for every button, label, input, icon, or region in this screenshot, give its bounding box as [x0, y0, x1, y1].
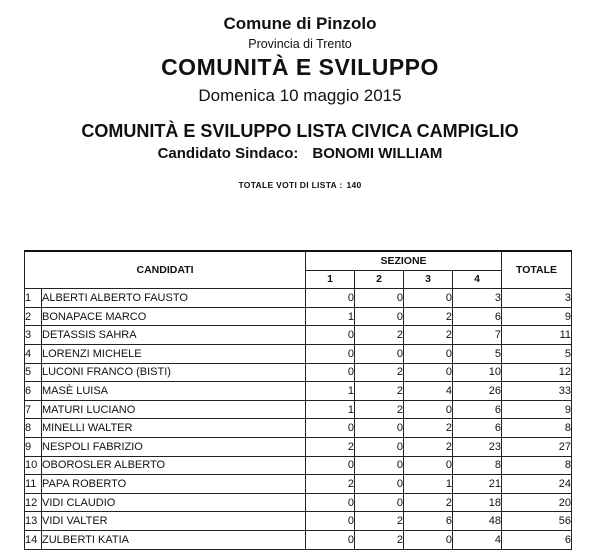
sezione-4-votes: 7 — [453, 326, 502, 345]
sezione-4-votes: 18 — [453, 493, 502, 512]
sezione-2-header: 2 — [355, 270, 404, 289]
sezione-2-votes: 2 — [355, 512, 404, 531]
sezione-2-votes: 0 — [355, 307, 404, 326]
total-votes: 9 — [502, 400, 572, 419]
sezione-2-votes: 0 — [355, 344, 404, 363]
sezione-4-votes: 10 — [453, 363, 502, 382]
sezione-4-votes: 6 — [453, 419, 502, 438]
sezione-3-votes: 2 — [404, 437, 453, 456]
table-row — [25, 289, 572, 308]
table-row — [25, 530, 572, 549]
total-votes: 33 — [502, 382, 572, 401]
sezione-1-header: 1 — [306, 270, 355, 289]
sezione-1-votes: 0 — [306, 363, 355, 382]
sezione-4-votes: 5 — [453, 344, 502, 363]
sezione-4-votes: 21 — [453, 475, 502, 494]
sezione-4-votes: 23 — [453, 437, 502, 456]
total-votes: 20 — [502, 493, 572, 512]
sezione-3-votes: 0 — [404, 456, 453, 475]
sezione-3-votes: 2 — [404, 419, 453, 438]
sezione-1-votes: 1 — [306, 307, 355, 326]
row-number: 13 — [25, 512, 42, 531]
sezione-3-header: 3 — [404, 270, 453, 289]
totale-voti-value: 140 — [346, 180, 362, 190]
table-row — [25, 437, 572, 456]
total-votes: 27 — [502, 437, 572, 456]
sezione-3-votes: 6 — [404, 512, 453, 531]
candidate-name: VIDI CLAUDIO — [42, 493, 306, 512]
sezione-3-votes: 2 — [404, 307, 453, 326]
total-votes: 8 — [502, 419, 572, 438]
candidate-name: ALBERTI ALBERTO FAUSTO — [42, 289, 306, 308]
sezione-1-votes: 1 — [306, 400, 355, 419]
total-votes: 5 — [502, 344, 572, 363]
sezione-4-votes: 48 — [453, 512, 502, 531]
total-votes: 6 — [502, 530, 572, 549]
candidate-name: DETASSIS SAHRA — [42, 326, 306, 345]
lista-title: COMUNITÀ E SVILUPPO — [161, 54, 439, 80]
preferenze-table — [24, 250, 572, 550]
candidato-label: Candidato Sindaco: — [157, 145, 299, 162]
sezione-1-votes: 0 — [306, 530, 355, 549]
row-number: 3 — [25, 326, 42, 345]
candidate-name: LORENZI MICHELE — [42, 344, 306, 363]
provincia-subtitle: Provincia di Trento — [248, 37, 352, 51]
total-votes: 11 — [502, 326, 572, 345]
sezione-3-votes: 1 — [404, 475, 453, 494]
table-row — [25, 512, 572, 531]
candidate-name: PAPA ROBERTO — [42, 475, 306, 494]
sezione-1-votes: 0 — [306, 512, 355, 531]
candidate-name: MATURI LUCIANO — [42, 400, 306, 419]
totale-voti-lista — [0, 180, 600, 190]
sezione-4-votes: 8 — [453, 456, 502, 475]
sezione-4-votes: 26 — [453, 382, 502, 401]
sezione-3-votes: 0 — [404, 400, 453, 419]
sezione-1-votes: 0 — [306, 289, 355, 308]
sezione-2-votes: 0 — [355, 475, 404, 494]
col-header-totale: TOTALE — [502, 251, 572, 289]
candidate-name: LUCONI FRANCO (BISTI) — [42, 363, 306, 382]
sezione-2-votes: 0 — [355, 456, 404, 475]
row-number: 7 — [25, 400, 42, 419]
sezione-3-votes: 0 — [404, 530, 453, 549]
sezione-3-votes: 2 — [404, 493, 453, 512]
candidate-name: OBOROSLER ALBERTO — [42, 456, 306, 475]
total-votes: 3 — [502, 289, 572, 308]
table-row — [25, 493, 572, 512]
total-votes: 24 — [502, 475, 572, 494]
candidate-name: BONAPACE MARCO — [42, 307, 306, 326]
sezione-1-votes: 1 — [306, 382, 355, 401]
row-number: 12 — [25, 493, 42, 512]
candidate-name: ZULBERTI KATIA — [42, 530, 306, 549]
row-number: 5 — [25, 363, 42, 382]
sezione-2-votes: 2 — [355, 326, 404, 345]
row-number: 9 — [25, 437, 42, 456]
candidate-name: MINELLI WALTER — [42, 419, 306, 438]
row-number: 1 — [25, 289, 42, 308]
row-number: 2 — [25, 307, 42, 326]
table-row — [25, 475, 572, 494]
sezione-3-votes: 2 — [404, 326, 453, 345]
total-votes: 56 — [502, 512, 572, 531]
row-number: 10 — [25, 456, 42, 475]
candidato-name: BONOMI WILLIAM — [312, 145, 443, 162]
row-number: 6 — [25, 382, 42, 401]
col-header-sezione: SEZIONE — [306, 251, 502, 270]
row-number: 8 — [25, 419, 42, 438]
sezione-3-votes: 0 — [404, 344, 453, 363]
sezione-3-votes: 0 — [404, 363, 453, 382]
sezione-1-votes: 0 — [306, 326, 355, 345]
sezione-1-votes: 0 — [306, 344, 355, 363]
sezione-4-votes: 3 — [453, 289, 502, 308]
sezione-2-votes: 0 — [355, 289, 404, 308]
table-row — [25, 326, 572, 345]
sezione-4-votes: 4 — [453, 530, 502, 549]
candidate-name: VIDI VALTER — [42, 512, 306, 531]
total-votes: 9 — [502, 307, 572, 326]
row-number: 14 — [25, 530, 42, 549]
col-header-candidati: CANDIDATI — [25, 251, 306, 289]
sezione-3-votes: 4 — [404, 382, 453, 401]
sezione-2-votes: 2 — [355, 400, 404, 419]
sezione-2-votes: 2 — [355, 363, 404, 382]
sezione-3-votes: 0 — [404, 289, 453, 308]
sezione-2-votes: 2 — [355, 382, 404, 401]
table-row — [25, 400, 572, 419]
sezione-4-votes: 6 — [453, 307, 502, 326]
sezione-2-votes: 0 — [355, 493, 404, 512]
election-date: Domenica 10 maggio 2015 — [198, 86, 402, 105]
sezione-4-header: 4 — [453, 270, 502, 289]
table-body — [25, 289, 572, 549]
sezione-2-votes: 2 — [355, 530, 404, 549]
candidate-name: NESPOLI FABRIZIO — [42, 437, 306, 456]
sezione-2-votes: 0 — [355, 419, 404, 438]
table-row — [25, 363, 572, 382]
totale-voti-label: TOTALE VOTI DI LISTA : — [238, 180, 343, 190]
lista-full-name: COMUNITÀ E SVILUPPO LISTA CIVICA CAMPIGLIO — [81, 121, 519, 141]
table-row — [25, 307, 572, 326]
table-row — [25, 419, 572, 438]
candidate-name: MASÈ LUISA — [42, 382, 306, 401]
row-number: 11 — [25, 475, 42, 494]
sezione-1-votes: 2 — [306, 475, 355, 494]
sezione-1-votes: 2 — [306, 437, 355, 456]
table-row — [25, 344, 572, 363]
sezione-1-votes: 0 — [306, 419, 355, 438]
row-number: 4 — [25, 344, 42, 363]
total-votes: 12 — [502, 363, 572, 382]
sezione-1-votes: 0 — [306, 493, 355, 512]
sezione-1-votes: 0 — [306, 456, 355, 475]
sezione-2-votes: 0 — [355, 437, 404, 456]
candidato-sindaco — [0, 145, 600, 162]
total-votes: 8 — [502, 456, 572, 475]
sezione-4-votes: 6 — [453, 400, 502, 419]
table-row — [25, 382, 572, 401]
table-row — [25, 456, 572, 475]
comune-title: Comune di Pinzolo — [223, 14, 377, 33]
